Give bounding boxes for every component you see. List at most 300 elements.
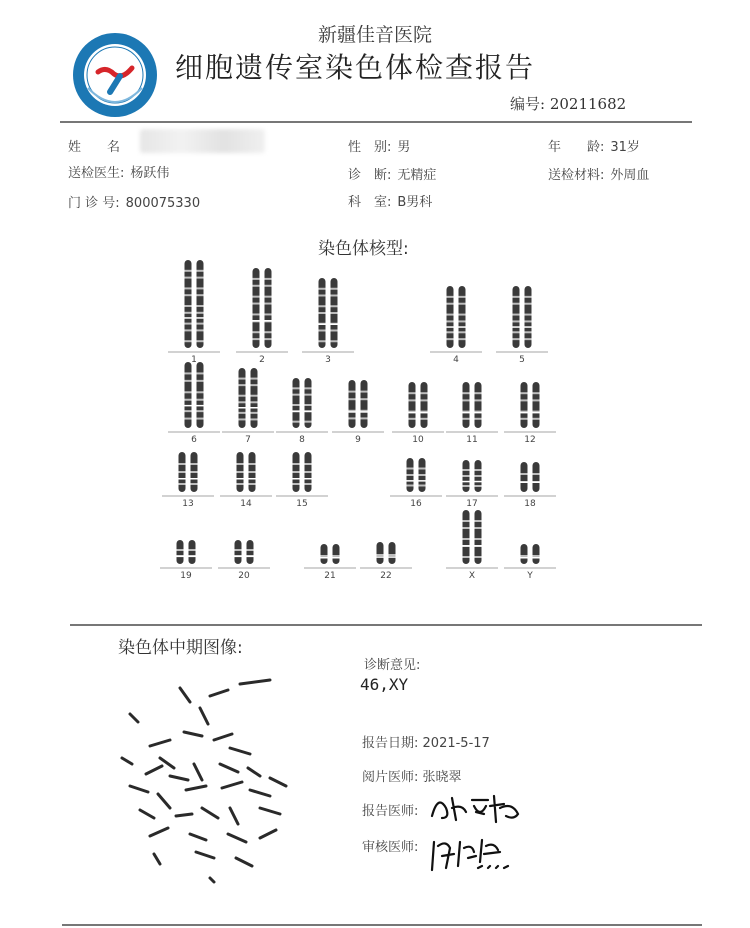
chromosome-band (197, 287, 204, 289)
patient-name-field: 姓 名 (68, 140, 121, 155)
metaphase-chromosome (158, 794, 170, 808)
chromosome-band (421, 399, 428, 401)
chromosome-band (361, 417, 368, 419)
age-field: 年 龄: 31岁 (548, 140, 640, 155)
chromosome-band (421, 418, 428, 420)
chromosome-band (293, 421, 300, 423)
chromosome (521, 382, 528, 428)
chromosome-band (265, 313, 272, 315)
chromosome-band (239, 412, 246, 414)
chromosome-band (459, 314, 466, 316)
metaphase-chromosome (260, 808, 280, 814)
chromosome-band (521, 418, 528, 420)
chromosome-band (251, 412, 258, 414)
chromosome-band (239, 378, 246, 380)
metaphase-chromosome (248, 768, 260, 776)
karyotype-label: 9 (355, 435, 361, 445)
chromosome-band (305, 471, 312, 473)
chromosome (421, 382, 428, 428)
chromosome-band (419, 468, 426, 470)
chromosome-band (189, 549, 196, 551)
chromosome-band (331, 312, 338, 314)
reviewer-field: 阅片医师: 张晓翠 (362, 770, 462, 785)
chromosome-band (197, 277, 204, 279)
chromosome-band (197, 270, 204, 272)
chromosome-band (419, 474, 426, 476)
chromosome-band (293, 387, 300, 389)
centromere (196, 405, 204, 407)
chromosome-band (179, 463, 186, 465)
chromosome-band (293, 463, 300, 465)
metaphase-chromosome (222, 782, 242, 788)
chromosome-band (533, 555, 540, 557)
chromosome-band (197, 305, 204, 307)
chromosome-band (237, 483, 244, 485)
chromosome-band (185, 305, 192, 307)
chromosome-band (305, 404, 312, 406)
metaphase-chromosome (176, 814, 192, 816)
chromosome-band (421, 392, 428, 394)
chromosome (293, 378, 300, 428)
chromosome-band (407, 485, 414, 487)
chromosome-band (459, 338, 466, 340)
chromosome-band (197, 312, 204, 314)
karyotype-label: 14 (240, 499, 252, 509)
chromosome-band (179, 483, 186, 485)
chromosome-band (447, 331, 454, 333)
chromosome-band (409, 399, 416, 401)
metaphase-chromosome (130, 786, 148, 792)
chromosome-band (463, 392, 470, 394)
chromosome-band (513, 331, 520, 333)
chromosome (349, 380, 356, 428)
chromosome-band (237, 471, 244, 473)
karyotype-label: 6 (191, 435, 197, 445)
chromosome-band (185, 270, 192, 272)
chromosome-band (319, 288, 326, 290)
chromosome-band (459, 296, 466, 298)
chromosome-band (191, 483, 198, 485)
chromosome-band (197, 380, 204, 382)
centromere (420, 412, 428, 414)
karyotype-label: 18 (524, 499, 536, 509)
centromere (184, 317, 192, 319)
chromosome (533, 382, 540, 428)
chromosome (521, 544, 528, 564)
centromere (520, 412, 528, 414)
karyotype-label: 1 (191, 355, 197, 365)
chromosome-band (265, 285, 272, 287)
metaphase-chromosome (230, 808, 238, 824)
chromosome-band (349, 398, 356, 400)
karyotype-pair-2 (236, 268, 288, 365)
chromosome-band (525, 314, 532, 316)
chromosome-band (447, 320, 454, 322)
chromosome-band (389, 554, 396, 556)
centromere (292, 411, 300, 413)
chromosome-band (185, 418, 192, 420)
chromosome-band (475, 556, 482, 558)
centromere (458, 326, 466, 328)
centromere (418, 480, 426, 482)
chromosome-band (293, 471, 300, 473)
chromosome-band (475, 475, 482, 477)
chromosome-band (253, 303, 260, 305)
chromosome-band (319, 305, 326, 307)
metaphase-chromosome (184, 732, 202, 736)
karyotype-pair-Y (504, 544, 556, 581)
karyotype-pair-22 (360, 542, 412, 581)
chromosome-band (265, 296, 272, 298)
karyotype-label: 19 (180, 571, 192, 581)
karyotype-pair-12 (504, 382, 556, 445)
centromere (462, 412, 470, 414)
chromosome-band (459, 331, 466, 333)
chromosome-band (459, 320, 466, 322)
clinic-no-field: 门 诊 号: 800075330 (68, 196, 201, 211)
report-date-field: 报告日期: 2021-5-17 (362, 736, 490, 751)
chromosome (253, 268, 260, 348)
chromosome-band (265, 338, 272, 340)
chromosome-band (253, 296, 260, 298)
metaphase-chromosome (240, 680, 270, 684)
report-number-label: 编号: (510, 95, 546, 113)
karyotype-pair-13 (162, 452, 214, 509)
middle-divider (70, 624, 702, 626)
chromosome-band (185, 329, 192, 331)
chromosome-band (407, 474, 414, 476)
chromosome-band (319, 330, 326, 332)
metaphase-chromosome (190, 834, 206, 840)
metaphase-chromosome (140, 810, 154, 818)
centromere (348, 411, 356, 413)
centromere (246, 556, 254, 558)
karyotype-pair-14 (220, 452, 272, 509)
karyotype-label: Y (527, 571, 533, 581)
centromere (304, 411, 312, 413)
chromosome (521, 462, 528, 492)
chromosome-band (447, 314, 454, 316)
chromosome-band (197, 329, 204, 331)
chromosome-band (293, 483, 300, 485)
chromosome-band (177, 549, 184, 551)
karyotype-label: 15 (296, 499, 308, 509)
chromosome-band (463, 418, 470, 420)
chromosome-band (321, 555, 328, 557)
header-divider (60, 121, 692, 123)
karyotype-label: 22 (380, 571, 392, 581)
chromosome-band (197, 410, 204, 412)
chromosome-band (513, 296, 520, 298)
chromosome-band (521, 473, 528, 475)
karyotype-label: X (468, 571, 476, 581)
chromosome-band (533, 418, 540, 420)
karyotype-label: 8 (299, 435, 305, 445)
chromosome-band (249, 463, 256, 465)
chromosome-band (533, 399, 540, 401)
chromosome-band (305, 394, 312, 396)
chromosome-band (253, 278, 260, 280)
centromere (264, 320, 272, 322)
centromere (446, 326, 454, 328)
chromosome-band (305, 387, 312, 389)
metaphase-chromosome (170, 776, 188, 780)
karyotype-pair-X (446, 510, 498, 581)
material-field: 送检材料: 外周血 (548, 168, 650, 183)
auditor-signature (428, 832, 518, 874)
chromosome (185, 260, 192, 348)
chromosome-band (239, 395, 246, 397)
chromosome (389, 542, 396, 564)
chromosome-band (239, 418, 246, 420)
karyotype-pair-17 (446, 460, 498, 509)
metaphase-chromosome (154, 854, 160, 864)
chromosome-band (185, 399, 192, 401)
chromosome-band (349, 391, 356, 393)
chromosome-band (185, 340, 192, 342)
chromosome-band (185, 287, 192, 289)
chromosome-band (197, 372, 204, 374)
chromosome (247, 540, 254, 564)
metaphase-chromosome (210, 878, 214, 882)
centromere (532, 412, 540, 414)
metaphase-chromosome (196, 852, 214, 858)
chromosome-band (185, 391, 192, 393)
chromosome-band (197, 323, 204, 325)
karyotype-figure (150, 258, 570, 588)
chromosome-band (525, 320, 532, 322)
reporter-label: 报告医师: (362, 804, 419, 819)
chromosome (361, 380, 368, 428)
chromosome-band (197, 418, 204, 420)
chromosome-band (533, 473, 540, 475)
chromosome (197, 260, 204, 348)
gender-field: 性 别: 男 (348, 140, 411, 155)
metaphase-chromosome (228, 834, 246, 842)
centromere (236, 478, 244, 480)
centromere (462, 545, 470, 547)
chromosome-band (463, 399, 470, 401)
chromosome-band (331, 340, 338, 342)
chromosome-band (253, 313, 260, 315)
chromosome (533, 462, 540, 492)
karyotype-pair-18 (504, 462, 556, 509)
chromosome-band (513, 338, 520, 340)
centromere (524, 326, 532, 328)
centromere (318, 324, 326, 326)
karyotype-pair-8 (276, 378, 328, 445)
auditor-label: 审核医师: (362, 840, 419, 855)
centromere (532, 557, 540, 559)
report-title: 细胞遗传室染色体检查报告 (175, 51, 536, 84)
chromosome-band (447, 338, 454, 340)
centromere (234, 556, 242, 558)
chromosome (475, 510, 482, 564)
chromosome-band (475, 485, 482, 487)
centromere (376, 556, 384, 558)
chromosome-band (265, 303, 272, 305)
centromere (190, 478, 198, 480)
centromere (520, 482, 528, 484)
chromosome-band (463, 469, 470, 471)
centromere (252, 320, 260, 322)
metaphase-chromosome (130, 714, 138, 722)
metaphase-chromosome (150, 740, 170, 746)
centromere (462, 481, 470, 483)
chromosome-band (265, 278, 272, 280)
centromere (512, 326, 520, 328)
chromosome-band (463, 520, 470, 522)
karyotype-label: 10 (412, 435, 424, 445)
chromosome-band (185, 277, 192, 279)
centromere (474, 481, 482, 483)
metaphase-chromosome (194, 764, 202, 780)
centromere (184, 405, 192, 407)
dept-field: 科 室: B男科 (348, 195, 433, 210)
karyotype-pair-16 (390, 458, 442, 509)
metaphase-chromosome (202, 808, 218, 818)
centromere (248, 478, 256, 480)
chromosome-band (247, 549, 254, 551)
chromosome-band (185, 323, 192, 325)
chromosome-band (293, 404, 300, 406)
hospital-name: 新疆佳音医院 (317, 24, 432, 46)
chromosome (533, 544, 540, 564)
chromosome-band (179, 471, 186, 473)
chromosome (189, 540, 196, 564)
chromosome-band (459, 303, 466, 305)
metaphase-chromosome (236, 858, 252, 866)
chromosome-band (533, 392, 540, 394)
metaphase-chromosome (210, 690, 228, 696)
karyotype-label: 21 (324, 571, 336, 581)
centromere (532, 482, 540, 484)
chromosome-band (253, 331, 260, 333)
chromosome (463, 382, 470, 428)
chromosome-band (361, 391, 368, 393)
chromosome-band (475, 469, 482, 471)
metaphase-chromosome (146, 766, 162, 774)
chromosome-band (331, 288, 338, 290)
chromosome-band (361, 398, 368, 400)
chromosome-band (235, 549, 242, 551)
chromosome-band (333, 555, 340, 557)
chromosome-band (525, 338, 532, 340)
metaphase-chromosome (180, 688, 190, 702)
chromosome-band (251, 395, 258, 397)
centromere (474, 545, 482, 547)
karyotype-label: 16 (410, 499, 422, 509)
chromosome-band (447, 303, 454, 305)
karyotype-pair-21 (304, 544, 356, 581)
footer-divider (62, 924, 702, 926)
chromosome-band (197, 399, 204, 401)
karyotype-label: 12 (524, 435, 536, 445)
chromosome-band (407, 468, 414, 470)
chromosome (305, 378, 312, 428)
karyotype-result: 46,XY (360, 675, 409, 694)
chromosome-band (319, 340, 326, 342)
chromosome (265, 268, 272, 348)
metaphase-chromosome (220, 764, 238, 772)
centromere (474, 412, 482, 414)
chromosome (377, 542, 384, 564)
metaphase-chromosome (200, 708, 208, 724)
chromosome-band (463, 475, 470, 477)
chromosome-band (349, 417, 356, 419)
centromere (176, 556, 184, 558)
chromosome-band (237, 463, 244, 465)
chromosome-band (331, 305, 338, 307)
karyotype-pair-9 (332, 380, 384, 445)
report-number-value: 20211682 (549, 95, 627, 113)
chromosome-band (513, 320, 520, 322)
metaphase-chromosome (150, 828, 168, 836)
chromosome-band (293, 394, 300, 396)
chromosome-band (447, 296, 454, 298)
chromosome (235, 540, 242, 564)
karyotype-pair-4 (430, 286, 482, 365)
karyotype-pair-5 (496, 286, 548, 365)
chromosome-band (185, 372, 192, 374)
chromosome (475, 382, 482, 428)
karyotype-pair-6 (168, 362, 220, 445)
karyotype-label: 11 (466, 435, 478, 445)
chromosome-band (265, 331, 272, 333)
chromosome-band (185, 410, 192, 412)
centromere (292, 478, 300, 480)
chromosome-band (239, 384, 246, 386)
metaphase-chromosome (250, 790, 270, 796)
karyotype-pair-10 (392, 382, 444, 445)
patient-name-redacted (140, 129, 265, 153)
chromosome-band (525, 296, 532, 298)
chromosome-band (463, 538, 470, 540)
reporter-signature (428, 788, 528, 826)
chromosome-band (251, 418, 258, 420)
chromosome-band (475, 538, 482, 540)
chromosome-band (249, 471, 256, 473)
chromosome-band (475, 418, 482, 420)
chromosome-band (185, 380, 192, 382)
chromosome-band (305, 483, 312, 485)
chromosome-band (331, 330, 338, 332)
metaphase-image (110, 668, 310, 888)
chromosome-band (253, 285, 260, 287)
karyotype-label: 7 (245, 435, 251, 445)
centromere (388, 556, 396, 558)
chromosome (177, 540, 184, 564)
chromosome-band (239, 401, 246, 403)
metaphase-chromosome (214, 734, 232, 740)
karyotype-pair-15 (276, 452, 328, 509)
centromere (520, 557, 528, 559)
chromosome-band (305, 421, 312, 423)
chromosome (333, 544, 340, 564)
hospital-logo (70, 30, 160, 120)
chromosome-band (475, 520, 482, 522)
chromosome-band (185, 294, 192, 296)
karyotype-label: 2 (259, 355, 265, 365)
chromosome-band (521, 392, 528, 394)
chromosome-band (463, 527, 470, 529)
chromosome-band (251, 378, 258, 380)
chromosome-band (251, 401, 258, 403)
metaphase-chromosome (122, 758, 132, 764)
karyotype-label: 5 (519, 355, 525, 365)
chromosome-band (521, 399, 528, 401)
chromosome-band (475, 399, 482, 401)
